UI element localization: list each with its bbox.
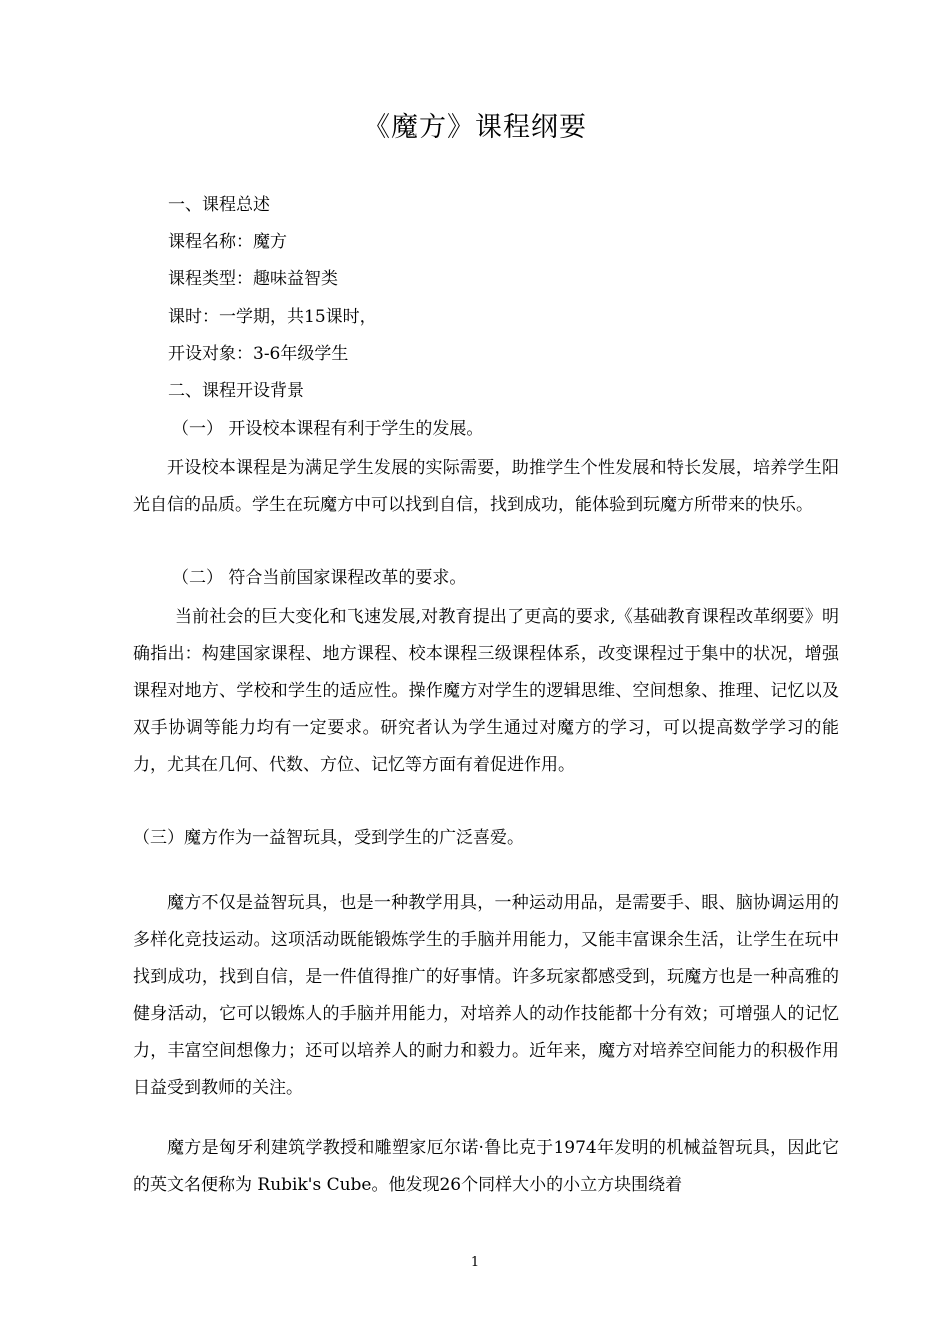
subheading-one: （一） 开设校本课程有利于学生的发展。: [172, 419, 484, 439]
page-number: 1: [470, 1255, 480, 1270]
course-audience-line: 开设对象：3-6年级学生: [168, 344, 349, 364]
course-type-line: 课程类型：趣味益智类: [168, 269, 338, 289]
paragraph-student-development: 开设校本课程是为满足学生发展的实际需要，助推学生个性发展和特长发展，培养学生阳光自信的品质。学生在玩魔方中可以找到自信，找到成功，能体验到玩魔方所带来的快乐。: [133, 458, 839, 515]
course-hours-line: 课时：一学期，共15课时，: [168, 307, 377, 327]
section-heading-background: 二、课程开设背景: [168, 381, 304, 401]
course-name-line: 课程名称：魔方: [168, 232, 287, 252]
section-heading-overview: 一、课程总述: [168, 195, 270, 215]
paragraph-curriculum-reform: 当前社会的巨大变化和飞速发展,对教育提出了更高的要求,《基础教育课程改革纲要》明确指出：构建国家课程、地方课程、校本课程三级课程体系，改变课程过于集中的状况，增强课程对地方、学校和学生的适应性。操作魔方对学生的逻辑思维、空间想象、推理、记忆以及双手协调等能力均有一定要求。研究者认为学生通过对魔方的学习，可以提高数学学习的能力，尤其在几何、代数、方位、记忆等方面有着促进作用。: [133, 607, 839, 775]
paragraph-rubiks-history: 魔方是匈牙利建筑学教授和雕塑家厄尔诺·鲁比克于1974年发明的机械益智玩具，因此它的英文名便称为 Rubik's Cube。他发现26个同样大小的小立方块围绕着: [133, 1138, 839, 1195]
subheading-two: （二） 符合当前国家课程改革的要求。: [172, 568, 467, 588]
document-title: 《魔方》课程纲要: [363, 112, 587, 143]
paragraph-puzzle-benefits: 魔方不仅是益智玩具，也是一种教学用具，一种运动用品，是需要手、眼、脑协调运用的多样化竞技运动。这项活动既能锻炼学生的手脑并用能力，又能丰富课余生活，让学生在玩中找到成功，找到自信，是一件值得推广的好事情。许多玩家都感受到，玩魔方也是一种高雅的健身活动，它可以锻炼人的手脑并用能力，对培养人的动作技能都十分有效；可增强人的记忆力，丰富空间想像力；还可以培养人的耐力和毅力。近年来，魔方对培养空间能力的积极作用日益受到教师的关注。: [133, 893, 839, 1098]
subheading-three: （三）魔方作为一益智玩具，受到学生的广泛喜爱。: [133, 828, 524, 848]
